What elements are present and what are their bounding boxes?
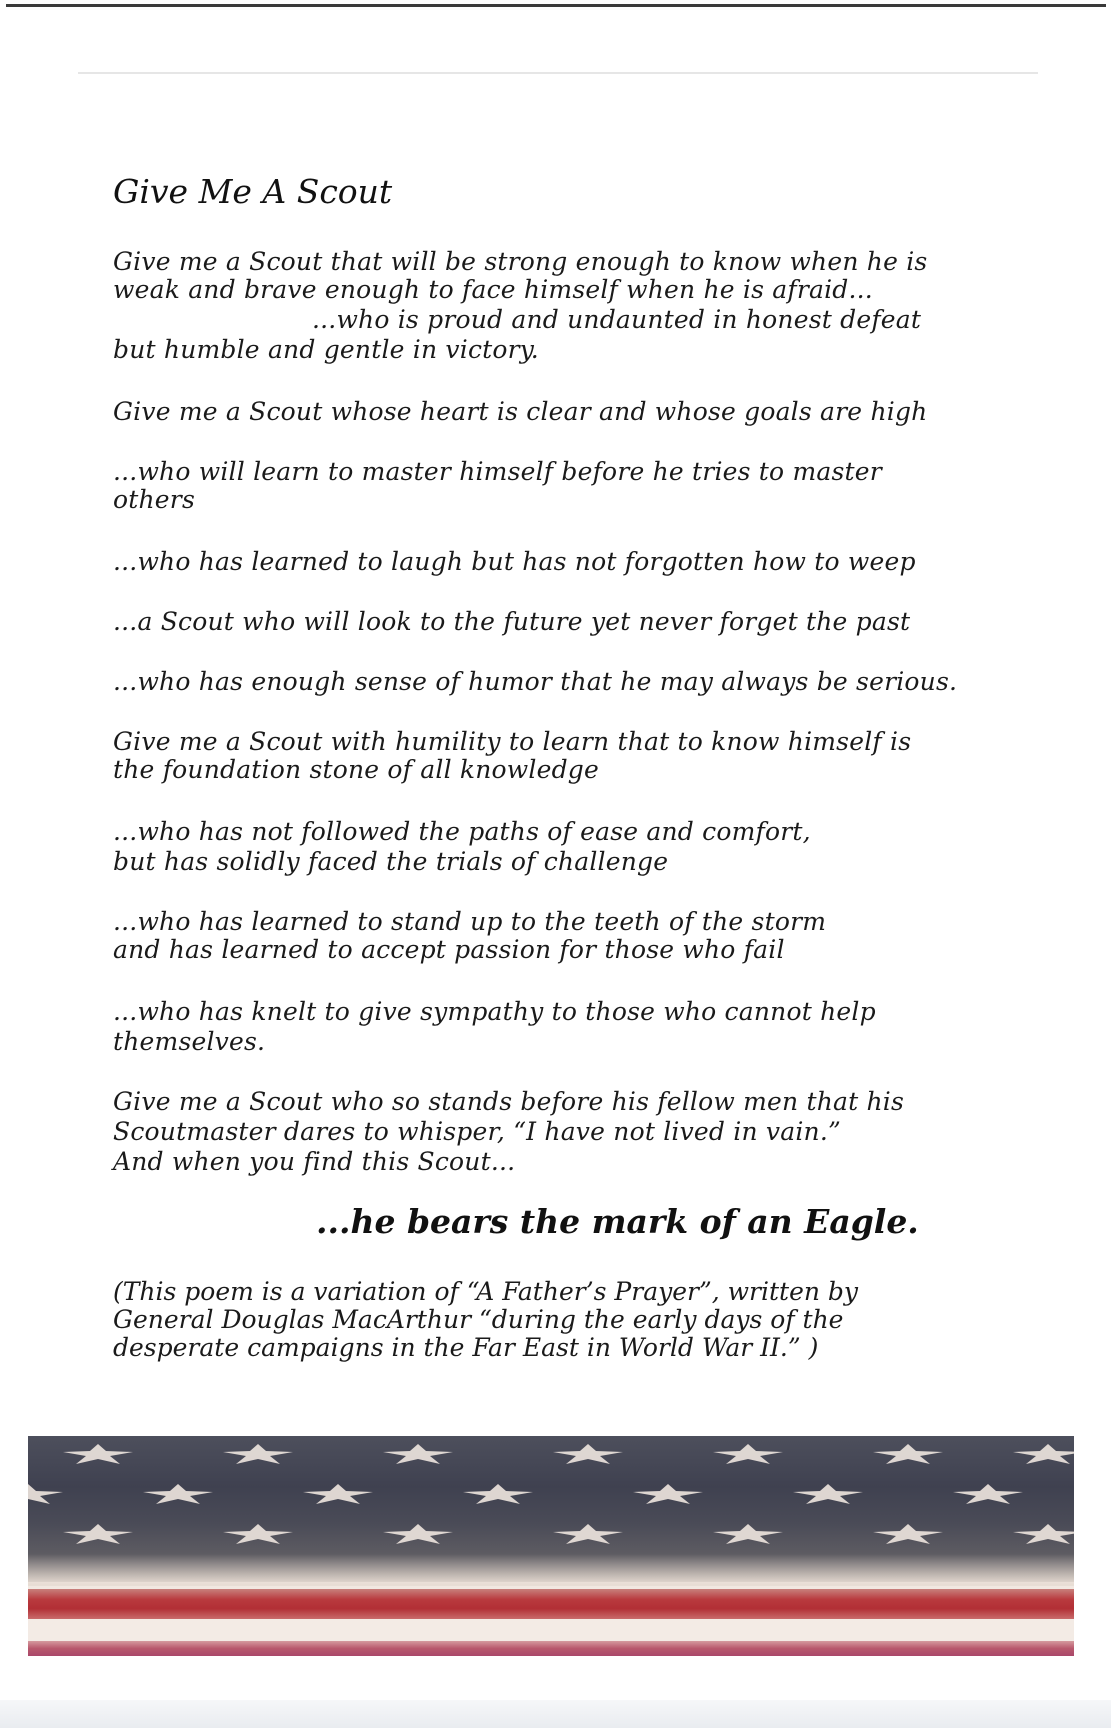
- poem-line: Give me a Scout with humility to learn that to know himself is: [113, 727, 912, 756]
- poem-line: Give me a Scout that will be strong enough to know when he is: [113, 247, 928, 276]
- poem-line: ...who has not followed the paths of ease and comfort,: [113, 817, 811, 846]
- poem-line: and has learned to accept passion for those who fail: [113, 935, 785, 964]
- poem-line: Give me a Scout whose heart is clear and whose goals are high: [113, 397, 928, 426]
- poem-line: ...who has enough sense of humor that he may always be serious.: [113, 667, 958, 696]
- poem-line: ...who has learned to stand up to the teeth of the storm: [113, 907, 827, 936]
- poem-title: Give Me A Scout: [113, 172, 393, 211]
- scan-top-edge: [6, 4, 1106, 7]
- poem-line: ...who has knelt to give sympathy to those who cannot help: [113, 997, 876, 1026]
- poem-line: others: [113, 485, 195, 514]
- scan-bottom-edge: [0, 1700, 1111, 1728]
- poem-line: the foundation stone of all knowledge: [113, 755, 600, 784]
- poem-line: but has solidly faced the trials of challenge: [113, 847, 669, 876]
- poem-line: ...who is proud and undaunted in honest defeat: [312, 305, 922, 334]
- poem-line: ...a Scout who will look to the future yet never forget the past: [113, 607, 911, 636]
- poem-line: Scoutmaster dares to whisper, “I have not lived in vain.”: [113, 1117, 841, 1146]
- poem-line: weak and brave enough to face himself when he is afraid...: [113, 275, 873, 304]
- poem-line: Give me a Scout who so stands before his fellow men that his: [113, 1087, 905, 1116]
- poem-line: but humble and gentle in victory.: [113, 335, 539, 364]
- attribution-note-line: (This poem is a variation of “A Father’s Prayer”, written by: [113, 1277, 859, 1306]
- poem-line: And when you find this Scout...: [113, 1147, 516, 1176]
- flag-stripe-red: [28, 1589, 1074, 1619]
- flag-stripe-red: [28, 1641, 1074, 1656]
- poem-line: ...who has learned to laugh but has not forgotten how to weep: [113, 547, 916, 576]
- poem-line: themselves.: [113, 1027, 266, 1056]
- attribution-note-line: General Douglas MacArthur “during the early days of the: [113, 1305, 844, 1334]
- american-flag-banner: [28, 1436, 1074, 1656]
- closing-line: ...he bears the mark of an Eagle.: [316, 1202, 919, 1241]
- scan-shadow-line: [78, 72, 1038, 74]
- poem-line: ...who will learn to master himself before he tries to master: [113, 457, 882, 486]
- flag-stripe-white: [28, 1619, 1074, 1641]
- attribution-note-line: desperate campaigns in the Far East in World War II.” ): [113, 1333, 819, 1362]
